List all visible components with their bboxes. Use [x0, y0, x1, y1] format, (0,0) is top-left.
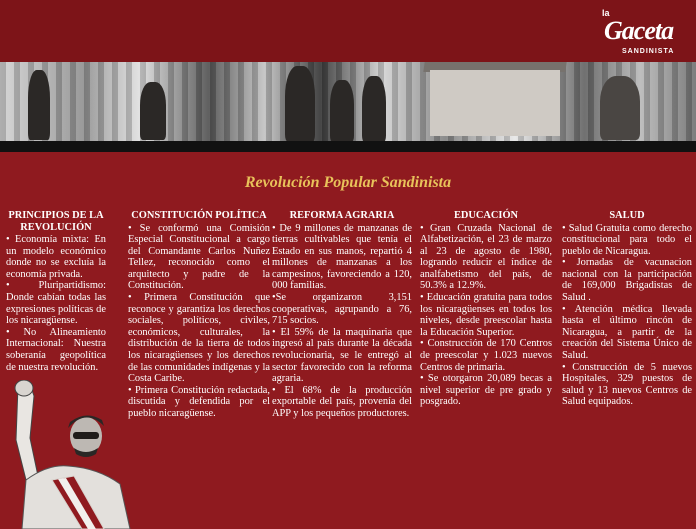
header-banner — [0, 0, 696, 152]
column-item: • Primera Constitución redactada, discutida y defendida por el pueblo nicaragüense. — [128, 384, 270, 419]
column-item: •Se organizaron 3,151 cooperativas, agrupando a 76, 715 socios. — [272, 292, 412, 327]
person-figure — [362, 76, 386, 142]
column-item: • Gran Cruzada Nacional de Alfabetización, el 23 de marzo al 23 de agosto de 1980, logrando reducir el índice de analfabetismo del país, de 50.3% a 12.9%. — [420, 222, 552, 292]
dancer-figure — [600, 76, 640, 140]
house-photo — [430, 70, 560, 136]
column-item: • Pluripartidismo: Donde cabían todas las expresiones políticas de los nicaragüense. — [6, 280, 106, 327]
person-figure — [330, 80, 354, 142]
column-item: • De 9 millones de manzanas de tierras cultivables que tenía el Estado en sus manos, repartió 4 millones de manzanas a los campesinos, favoreciendo a 120, 000 familias. — [272, 222, 412, 292]
column-educacion — [420, 210, 552, 408]
portrait-raised-fist — [8, 380, 138, 529]
column-item: • Atención médica llevada hasta el último rincón de Nicaragua, a partir de la creación del Sistema Único de Salud. — [562, 303, 692, 362]
column-heading: REFORMA AGRARIA — [289, 210, 395, 221]
column-item: • Salud Gratuita como derecho constitucional para todo el pueblo de Nicaragua. — [562, 222, 692, 257]
person-figure — [285, 66, 315, 142]
black-band — [0, 141, 696, 152]
person-figure — [28, 70, 50, 140]
column-item: • No Alineamiento Internacional: Nuestra soberanía geopolítica de nuestra revolución. — [6, 326, 106, 373]
column-item: • Se conformó una Comisión Especial Constitucional a cargo del Comandante Carlos Nuñez Tellez, reconocido como el arquitecto y padre de la Constitución. — [128, 222, 270, 292]
column-heading: PRINCIPIOS DE LA REVOLUCIÓN — [8, 210, 104, 233]
column-principios — [6, 210, 106, 373]
column-constitucion — [128, 210, 270, 420]
column-salud — [562, 210, 692, 408]
column-item: • Economía mixta: En un modelo económico donde no se excluía la economía privada. — [6, 234, 106, 280]
column-reforma-agraria — [272, 210, 412, 420]
logo-name: Gaceta — [604, 16, 674, 45]
column-item: • Primera Constitución que reconoce y garantiza los derechos sociales, políticos, civiles, económicos, culturales, la distribución de la tierra de todos los nicaragüenses y los derechos de las comunidades indígenas y la Costa Caribe. — [128, 292, 270, 385]
column-heading: EDUCACIÓN — [453, 210, 519, 221]
logo-la: la — [602, 8, 610, 18]
page-title: Revolución Popular Sandinista — [244, 174, 452, 191]
column-heading: CONSTITUCIÓN POLÍTICA — [131, 210, 267, 221]
column-item: • Se otorgaron 20,089 becas a nivel superior de pre grado y posgrado. — [420, 373, 552, 408]
logo-sub: SANDINISTA — [622, 48, 675, 55]
column-item: • El 59% de la maquinaria que ingresó al país durante la década revolucionaria, se le entregó al sector favorecido con la reforma agraria. — [272, 326, 412, 385]
column-item: • El 68% de la producción exportable del país, provenía del APP y los pequeños productores. — [272, 384, 412, 419]
gaceta-logo — [602, 8, 682, 56]
person-figure — [140, 82, 166, 140]
column-item: • Construcción de 5 nuevos Hospitales, 329 puestos de salud y 13 nuevos Centros de Salud equipados. — [562, 361, 692, 408]
column-item: • Construcción de 170 Centros de preescolar y 1.023 nuevos Centros de primaria. — [420, 338, 552, 373]
column-heading: SALUD — [609, 210, 645, 221]
column-item: • Jornadas de vacunacion nacional con la participación de 169,000 Brigadistas de Salud . — [562, 257, 692, 304]
column-item: • Educación gratuita para todos los nicaragüenses en todos los niveles, desde preescolar hasta la Educación Superior. — [420, 292, 552, 338]
